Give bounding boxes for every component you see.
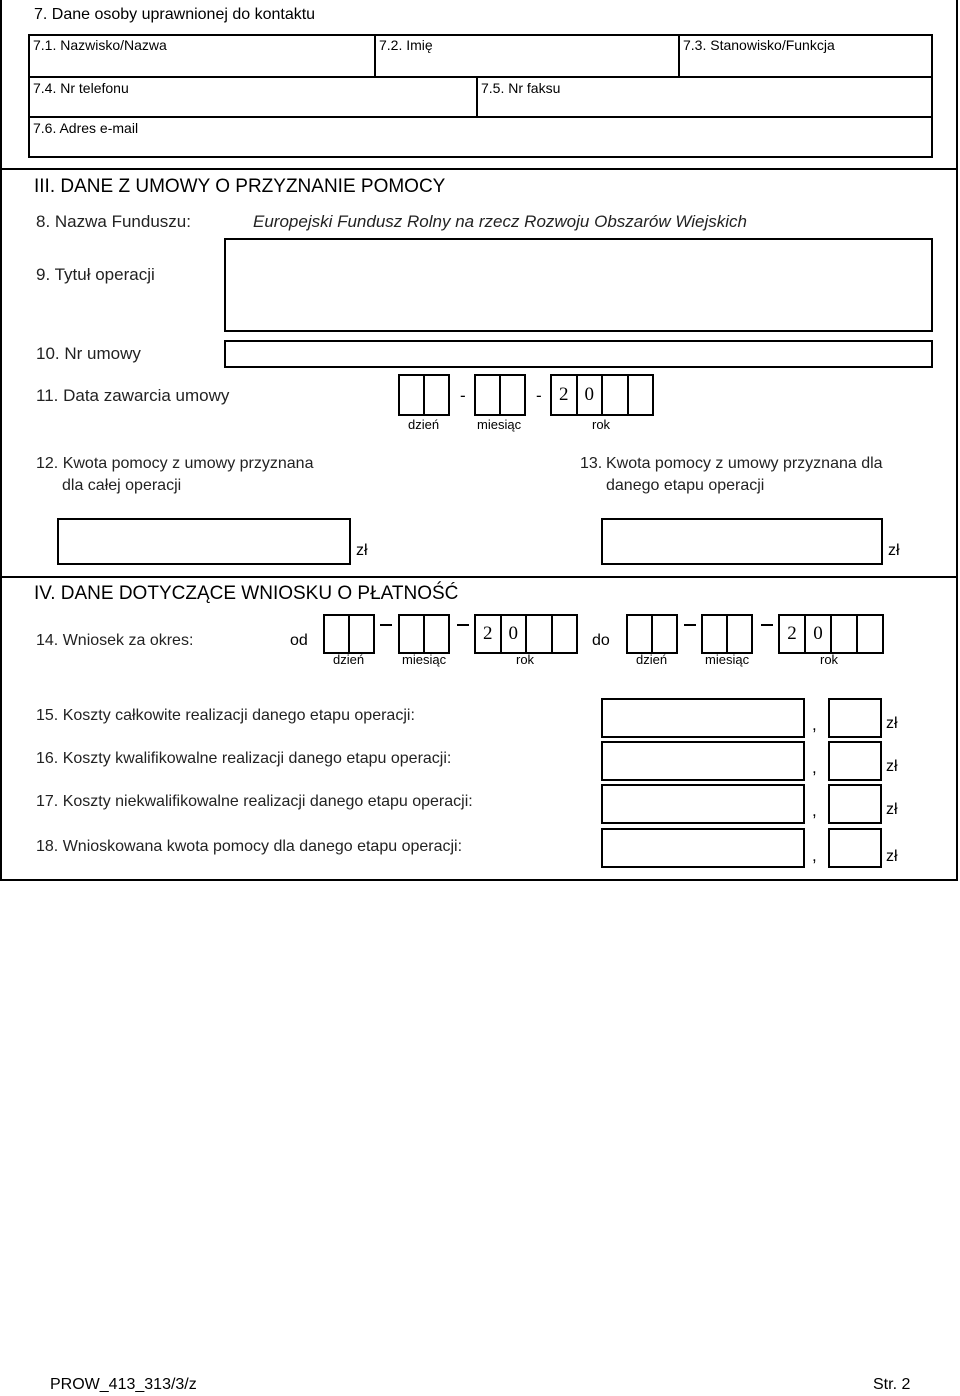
total-aid-label-line2: dla całej operacji bbox=[62, 477, 182, 494]
eligible-costs-grosze-field[interactable] bbox=[828, 741, 882, 781]
period-to-label: do bbox=[592, 632, 610, 649]
agreement-date-separator-1: - bbox=[460, 386, 466, 405]
contact-email-field[interactable] bbox=[28, 116, 933, 158]
eligible-costs-comma: , bbox=[812, 758, 817, 777]
ineligible-costs-currency: zł bbox=[886, 801, 898, 818]
period-from-day-caption: dzień bbox=[333, 652, 365, 667]
total-costs-amount-field[interactable] bbox=[601, 698, 805, 738]
total-costs-currency: zł bbox=[886, 715, 898, 732]
to-year-prefix-2: 2 bbox=[787, 623, 797, 644]
eligible-costs-amount-field[interactable] bbox=[601, 741, 805, 781]
period-to-month[interactable] bbox=[701, 614, 753, 654]
contact-phone-label: 7.4. Nr telefonu bbox=[33, 80, 129, 96]
eligible-costs-currency: zł bbox=[886, 758, 898, 775]
ineligible-costs-amount-field[interactable] bbox=[601, 784, 805, 824]
stage-aid-label-line1: Kwota pomocy z umowy przyznana dla bbox=[606, 455, 883, 472]
ineligible-costs-label: 17. Koszty niekwalifikowalne realizacji danego etapu operacji: bbox=[36, 793, 473, 810]
period-to-year-caption: rok bbox=[820, 652, 839, 667]
period-to-year[interactable] bbox=[778, 614, 884, 654]
operation-title-label: 9. Tytuł operacji bbox=[36, 265, 155, 284]
agreement-date-day[interactable] bbox=[398, 374, 450, 416]
agreement-date-month-caption: miesiąc bbox=[477, 417, 522, 432]
section-3-title: III. DANE Z UMOWY O PRZYZNANIE POMOCY bbox=[34, 176, 446, 197]
total-aid-label-line1: 12. Kwota pomocy z umowy przyznana bbox=[36, 455, 314, 472]
operation-title-field[interactable] bbox=[224, 238, 933, 332]
agreement-date-month[interactable] bbox=[474, 374, 526, 416]
stage-aid-amount-field[interactable] bbox=[601, 518, 883, 565]
year-prefix-digit-0: 0 bbox=[584, 384, 594, 405]
requested-aid-label: 18. Wnioskowana kwota pomocy dla danego etapu operacji: bbox=[36, 838, 463, 855]
stage-aid-number: 13. bbox=[580, 455, 603, 472]
contact-surname-label: 7.1. Nazwisko/Nazwa bbox=[33, 37, 167, 53]
agreement-date-label: 11. Data zawarcia umowy bbox=[36, 386, 230, 405]
period-from-separator-2 bbox=[457, 624, 469, 626]
year-prefix-digit-2: 2 bbox=[559, 384, 569, 405]
contact-firstname-label: 7.2. Imię bbox=[379, 37, 433, 53]
from-year-prefix-0: 0 bbox=[508, 623, 518, 644]
total-costs-comma: , bbox=[812, 715, 817, 734]
agreement-date-separator-2: - bbox=[536, 386, 542, 405]
agreement-number-label: 10. Nr umowy bbox=[36, 344, 141, 363]
requested-aid-currency: zł bbox=[886, 848, 898, 865]
total-aid-currency: zł bbox=[356, 542, 368, 559]
total-aid-amount-field[interactable] bbox=[57, 518, 351, 565]
agreement-date-year[interactable] bbox=[550, 374, 654, 416]
section-4-title: IV. DANE DOTYCZĄCE WNIOSKU O PŁATNOŚĆ bbox=[34, 583, 459, 604]
page-number: Str. 2 bbox=[873, 1376, 911, 1393]
request-period-label: 14. Wniosek za okres: bbox=[36, 632, 194, 649]
period-to-separator-1 bbox=[684, 624, 696, 626]
total-costs-label: 15. Koszty całkowite realizacji danego etapu operacji: bbox=[36, 707, 415, 724]
period-from-label: od bbox=[290, 632, 308, 649]
ineligible-costs-comma: , bbox=[812, 801, 817, 820]
agreement-date-year-caption: rok bbox=[592, 417, 611, 432]
period-from-month-caption: miesiąc bbox=[402, 652, 447, 667]
fund-name-value: Europejski Fundusz Rolny na rzecz Rozwoju Obszarów Wiejskich bbox=[253, 212, 747, 231]
ineligible-costs-grosze-field[interactable] bbox=[828, 784, 882, 824]
total-costs-grosze-field[interactable] bbox=[828, 698, 882, 738]
period-from-month[interactable] bbox=[398, 614, 450, 654]
agreement-number-field[interactable] bbox=[224, 340, 933, 368]
contact-email-label: 7.6. Adres e-mail bbox=[33, 120, 139, 136]
form-code: PROW_413_313/3/z bbox=[50, 1376, 197, 1393]
eligible-costs-label: 16. Koszty kwalifikowalne realizacji danego etapu operacji: bbox=[36, 750, 452, 767]
period-from-year-caption: rok bbox=[516, 652, 535, 667]
period-to-day[interactable] bbox=[626, 614, 678, 654]
period-from-day[interactable] bbox=[323, 614, 375, 654]
requested-aid-grosze-field[interactable] bbox=[828, 828, 882, 868]
period-to-separator-2 bbox=[761, 624, 773, 626]
requested-aid-comma: , bbox=[812, 846, 817, 865]
period-to-month-caption: miesiąc bbox=[705, 652, 750, 667]
period-to-day-caption: dzień bbox=[636, 652, 668, 667]
section-7-title: 7. Dane osoby uprawnionej do kontaktu bbox=[34, 6, 316, 23]
stage-aid-label-line2: danego etapu operacji bbox=[606, 477, 765, 494]
agreement-date-day-caption: dzień bbox=[408, 417, 440, 432]
to-year-prefix-0: 0 bbox=[813, 623, 823, 644]
period-from-separator-1 bbox=[380, 624, 392, 626]
fund-name-label: 8. Nazwa Funduszu: bbox=[36, 212, 191, 231]
contact-position-label: 7.3. Stanowisko/Funkcja bbox=[683, 37, 835, 53]
from-year-prefix-2: 2 bbox=[483, 623, 493, 644]
requested-aid-amount-field[interactable] bbox=[601, 828, 805, 868]
stage-aid-currency: zł bbox=[888, 542, 900, 559]
period-from-year[interactable] bbox=[474, 614, 578, 654]
contact-fax-label: 7.5. Nr faksu bbox=[481, 80, 561, 96]
